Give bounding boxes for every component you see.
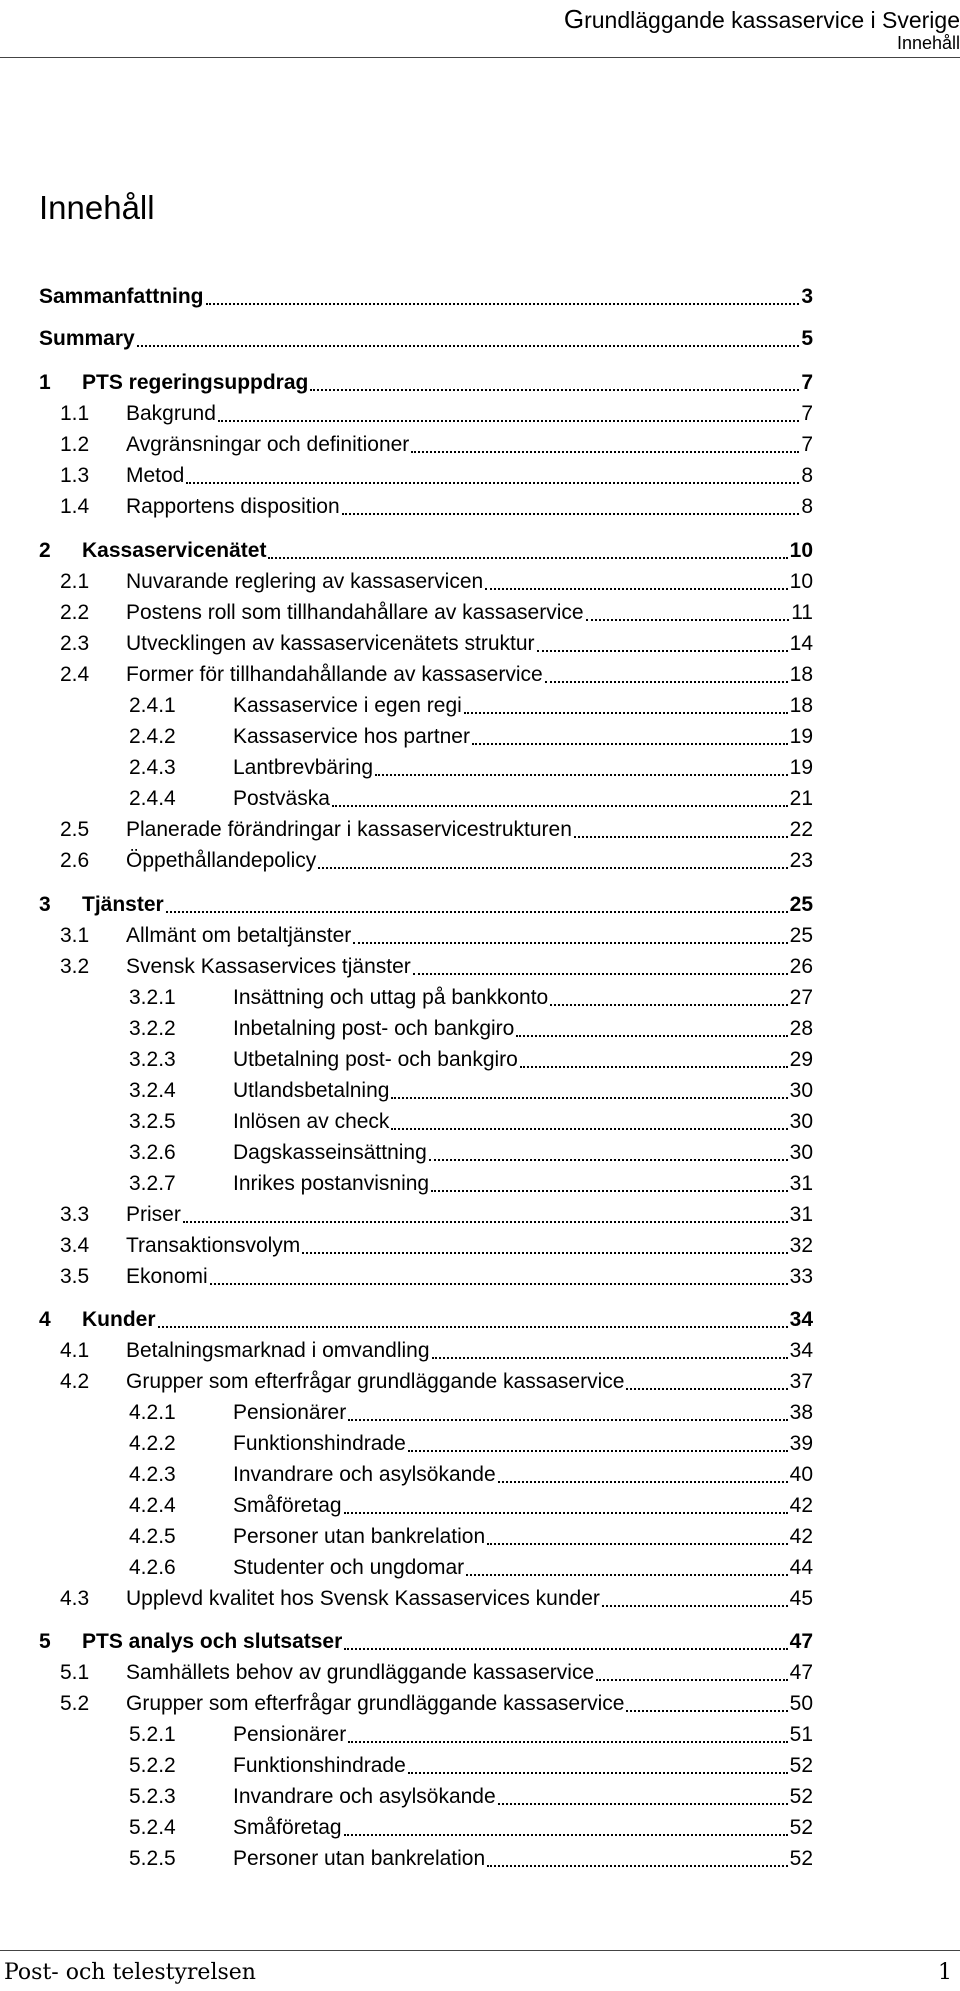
toc-entry[interactable] <box>129 984 813 1012</box>
dot-leader <box>218 420 799 422</box>
toc-entry-page: 47 <box>789 1661 813 1684</box>
section-name: Innehåll <box>896 33 960 53</box>
toc-entry-title: Kunder <box>82 1308 156 1331</box>
toc-entry-page: 40 <box>789 1463 813 1486</box>
dot-leader <box>485 588 787 590</box>
toc-entry[interactable] <box>60 816 813 844</box>
toc-entry-number: 3 <box>39 893 51 916</box>
dot-leader <box>348 1419 787 1421</box>
toc-entry-number: 3.2.1 <box>129 986 176 1009</box>
toc-entry-title: Summary <box>39 327 135 350</box>
footer-page-number: 1 <box>938 1960 952 1985</box>
toc-entry-number: 2.4.4 <box>129 787 176 810</box>
toc-entry-page: 23 <box>789 849 813 872</box>
toc-entry[interactable] <box>129 692 813 720</box>
toc-entry-title: PTS regeringsuppdrag <box>82 371 309 394</box>
toc-entry-page: 19 <box>789 756 813 779</box>
toc-entry-number: 2.6 <box>60 849 90 872</box>
toc-entry-number: 5.2 <box>60 1692 90 1715</box>
toc-entry[interactable] <box>129 1752 813 1780</box>
toc-entry-title: PTS analys och slutsatser <box>82 1630 343 1653</box>
toc-entry[interactable] <box>129 1108 813 1136</box>
toc-entry-page: 10 <box>789 539 813 562</box>
dot-leader <box>344 1648 787 1650</box>
toc-entry-title: Grupper som efterfrågar grundläggande kassaservice <box>126 1692 625 1715</box>
toc-entry-title: Ekonomi <box>126 1265 208 1288</box>
dot-leader <box>466 1574 787 1576</box>
dot-leader <box>431 1190 788 1192</box>
toc-entry-title: Inrikes postanvisning <box>233 1172 430 1195</box>
toc-entry-page: 14 <box>789 632 813 655</box>
toc-entry[interactable] <box>129 1783 813 1811</box>
toc-entry-title: Småföretag <box>233 1816 342 1839</box>
toc-entry[interactable] <box>129 1461 813 1489</box>
toc-entry[interactable] <box>129 1399 813 1427</box>
dot-leader <box>342 513 800 515</box>
toc-entry-title: Funktionshindrade <box>233 1432 406 1455</box>
dot-leader <box>183 1221 788 1223</box>
toc-entry[interactable] <box>39 537 813 565</box>
toc-entry-title: Postens roll som tillhandahållare av kassaservice <box>126 601 584 624</box>
toc-entry-title: Grupper som efterfrågar grundläggande kassaservice <box>126 1370 625 1393</box>
toc-entry-number: 3.2 <box>60 955 90 978</box>
toc-entry[interactable] <box>60 1263 813 1291</box>
toc-entry[interactable] <box>129 1814 813 1842</box>
toc-entry-title: Svensk Kassaservices tjänster <box>126 955 411 978</box>
toc-entry-title: Pensionärer <box>233 1401 347 1424</box>
toc-entry-page: 27 <box>789 986 813 1009</box>
toc-entry-title: Kassaservice hos partner <box>233 725 470 748</box>
toc-entry[interactable] <box>39 1306 813 1334</box>
toc-entry-title: Kassaservicenätet <box>82 539 267 562</box>
toc-entry-page: 18 <box>789 694 813 717</box>
toc-entry[interactable] <box>129 723 813 751</box>
toc-entry-page: 30 <box>789 1141 813 1164</box>
dot-leader <box>302 1252 787 1254</box>
toc-entry-page: 11 <box>791 601 813 624</box>
toc-entry-page: 30 <box>789 1079 813 1102</box>
toc-entry-page: 50 <box>789 1692 813 1715</box>
dot-leader <box>487 1865 787 1867</box>
toc-entry-title: Priser <box>126 1203 181 1226</box>
toc-entry-title: Transaktionsvolym <box>126 1234 301 1257</box>
toc-entry-page: 25 <box>789 924 813 947</box>
toc-entry-title: Invandrare och asylsökande <box>233 1785 496 1808</box>
toc-entry-title: Metod <box>126 464 185 487</box>
toc-entry-number: 4.2.5 <box>129 1525 176 1548</box>
toc-entry[interactable] <box>129 1721 813 1749</box>
dot-leader <box>586 619 790 621</box>
toc-entry-title: Upplevd kvalitet hos Svensk Kassaservices kunder <box>126 1587 600 1610</box>
dot-leader <box>574 836 788 838</box>
toc-entry-number: 5.1 <box>60 1661 90 1684</box>
toc-heading: Innehåll <box>39 189 155 226</box>
toc-entry-page: 37 <box>789 1370 813 1393</box>
toc-entry[interactable] <box>60 1232 813 1260</box>
toc-entry-number: 4.2.1 <box>129 1401 176 1424</box>
toc-entry-page: 25 <box>789 893 813 916</box>
toc-entry-number: 2.4.1 <box>129 694 176 717</box>
dot-leader <box>602 1605 788 1607</box>
toc-entry-number: 2.5 <box>60 818 90 841</box>
dot-leader <box>408 1450 788 1452</box>
toc-entry-number: 3.1 <box>60 924 90 947</box>
toc-entry-number: 2.3 <box>60 632 90 655</box>
dot-leader <box>464 712 788 714</box>
toc-entry-page: 52 <box>789 1847 813 1870</box>
toc-entry-page: 34 <box>789 1339 813 1362</box>
toc-entry-page: 34 <box>789 1308 813 1331</box>
dot-leader <box>498 1481 788 1483</box>
toc-entry-page: 7 <box>801 402 813 425</box>
toc-entry-number: 1 <box>39 371 51 394</box>
document-title-rest: rundläggande kassaservice i Sverige <box>584 7 960 33</box>
dot-leader <box>391 1097 787 1099</box>
toc-entry-title: Dagskasseinsättning <box>233 1141 427 1164</box>
toc-entry-page: 22 <box>789 818 813 841</box>
dot-leader <box>344 1512 788 1514</box>
toc-entry-number: 5.2.3 <box>129 1785 176 1808</box>
toc-entry[interactable] <box>60 1585 813 1613</box>
dot-leader <box>268 557 787 559</box>
dot-leader <box>210 1283 788 1285</box>
toc-entry[interactable] <box>60 1337 813 1365</box>
dot-leader <box>516 1035 787 1037</box>
toc-entry-page: 44 <box>789 1556 813 1579</box>
toc-entry-page: 21 <box>789 787 813 810</box>
toc-entry-page: 52 <box>789 1785 813 1808</box>
toc-entry-title: Insättning och uttag på bankkonto <box>233 986 549 1009</box>
toc-entry-number: 1.4 <box>60 495 90 518</box>
toc-entry-page: 5 <box>801 327 813 350</box>
toc-entry-title: Utlandsbetalning <box>233 1079 390 1102</box>
toc-entry[interactable] <box>60 1368 813 1396</box>
dot-leader <box>520 1066 788 1068</box>
toc-entry[interactable] <box>129 1139 813 1167</box>
dot-leader <box>186 482 799 484</box>
toc-entry[interactable] <box>60 462 813 490</box>
dot-leader <box>432 1357 788 1359</box>
toc-entry-title: Utvecklingen av kassaservicenätets struktur <box>126 632 535 655</box>
toc-entry-title: Personer utan bankrelation <box>233 1847 486 1870</box>
toc-entry[interactable] <box>39 283 813 311</box>
toc-entry-number: 5.2.1 <box>129 1723 176 1746</box>
toc-entry[interactable] <box>39 1628 813 1656</box>
toc-entry-page: 32 <box>789 1234 813 1257</box>
toc-entry[interactable] <box>60 661 813 689</box>
dot-leader <box>391 1128 787 1130</box>
toc-entry-number: 5.2.2 <box>129 1754 176 1777</box>
dot-leader <box>413 973 788 975</box>
dot-leader <box>429 1159 788 1161</box>
toc-entry-title: Tjänster <box>82 893 164 916</box>
toc-entry-page: 38 <box>789 1401 813 1424</box>
toc-entry-page: 52 <box>789 1754 813 1777</box>
toc-entry-page: 7 <box>801 371 813 394</box>
dot-leader <box>310 389 799 391</box>
toc-entry-number: 2.2 <box>60 601 90 624</box>
toc-entry-title: Rapportens disposition <box>126 495 340 518</box>
toc-entry-page: 51 <box>789 1723 813 1746</box>
toc-entry-number: 4 <box>39 1308 51 1331</box>
toc-entry[interactable] <box>60 922 813 950</box>
toc-entry-number: 1.3 <box>60 464 90 487</box>
toc-entry[interactable] <box>60 431 813 459</box>
toc-entry-page: 26 <box>789 955 813 978</box>
toc-entry-number: 3.2.4 <box>129 1079 176 1102</box>
toc-entry[interactable] <box>129 1845 813 1873</box>
toc-entry-title: Allmänt om betaltjänster <box>126 924 352 947</box>
toc-entry[interactable] <box>39 891 813 919</box>
dot-leader <box>318 867 787 869</box>
dot-leader <box>344 1834 788 1836</box>
toc-entry-page: 19 <box>789 725 813 748</box>
toc-entry-page: 31 <box>789 1203 813 1226</box>
toc-entry[interactable] <box>129 1077 813 1105</box>
toc-entry-title: Invandrare och asylsökande <box>233 1463 496 1486</box>
toc-entry-page: 28 <box>789 1017 813 1040</box>
toc-entry-title: Sammanfattning <box>39 285 204 308</box>
toc-entry-title: Former för tillhandahållande av kassaservice <box>126 663 543 686</box>
toc-entry-number: 1.1 <box>60 402 90 425</box>
toc-entry-title: Bakgrund <box>126 402 216 425</box>
toc-entry-number: 2 <box>39 539 51 562</box>
toc-entry[interactable] <box>129 1554 813 1582</box>
toc-entry[interactable] <box>60 953 813 981</box>
toc-entry[interactable] <box>60 847 813 875</box>
footer-divider <box>0 1950 960 1951</box>
toc-entry-title: Öppethållandepolicy <box>126 849 317 872</box>
dot-leader <box>545 681 788 683</box>
toc-entry-title: Postväska <box>233 787 330 810</box>
toc-entry[interactable] <box>60 630 813 658</box>
toc-entry-number: 3.2.2 <box>129 1017 176 1040</box>
dot-leader <box>537 650 788 652</box>
toc-entry-number: 4.2.3 <box>129 1463 176 1486</box>
dot-leader <box>472 743 788 745</box>
dot-leader <box>353 942 787 944</box>
toc-entry-page: 42 <box>789 1525 813 1548</box>
toc-entry-number: 3.2.7 <box>129 1172 176 1195</box>
toc-entry-title: Studenter och ungdomar <box>233 1556 465 1579</box>
toc-entry-page: 3 <box>801 285 813 308</box>
toc-entry[interactable] <box>129 785 813 813</box>
toc-entry-number: 4.2.2 <box>129 1432 176 1455</box>
dot-leader <box>206 303 800 305</box>
dot-leader <box>550 1004 787 1006</box>
toc-entry-page: 42 <box>789 1494 813 1517</box>
toc-entry[interactable] <box>60 1659 813 1687</box>
dot-leader <box>332 805 788 807</box>
dot-leader <box>596 1679 788 1681</box>
toc-entry[interactable] <box>129 1492 813 1520</box>
toc-entry-number: 3.2.6 <box>129 1141 176 1164</box>
toc-entry[interactable] <box>129 1170 813 1198</box>
dot-leader <box>626 1388 787 1390</box>
toc-entry-page: 29 <box>789 1048 813 1071</box>
toc-entry-page: 45 <box>789 1587 813 1610</box>
toc-entry-number: 4.2.4 <box>129 1494 176 1517</box>
toc-entry-number: 3.5 <box>60 1265 90 1288</box>
dot-leader <box>375 774 788 776</box>
page-footer <box>0 1950 960 1991</box>
toc-entry-number: 4.2.6 <box>129 1556 176 1579</box>
dot-leader <box>348 1741 787 1743</box>
toc-entry-page: 47 <box>789 1630 813 1653</box>
toc-entry-number: 2.4.2 <box>129 725 176 748</box>
dot-leader <box>487 1543 787 1545</box>
toc-entry[interactable] <box>60 599 813 627</box>
toc-entry-number: 3.4 <box>60 1234 90 1257</box>
toc-entry[interactable] <box>129 1015 813 1043</box>
toc-entry-page: 30 <box>789 1110 813 1133</box>
toc-entry-title: Småföretag <box>233 1494 342 1517</box>
dot-leader <box>408 1772 788 1774</box>
dot-leader <box>166 911 788 913</box>
toc-entry[interactable] <box>39 369 813 397</box>
toc-entry-title: Kassaservice i egen regi <box>233 694 462 717</box>
toc-entry-title: Lantbrevbäring <box>233 756 374 779</box>
toc-entry-number: 1.2 <box>60 433 90 456</box>
toc-entry-title: Samhällets behov av grundläggande kassaservice <box>126 1661 595 1684</box>
toc-entry-title: Personer utan bankrelation <box>233 1525 486 1548</box>
toc-entry-page: 8 <box>801 464 813 487</box>
toc-entry-number: 2.1 <box>60 570 90 593</box>
toc-entry-title: Inbetalning post- och bankgiro <box>233 1017 515 1040</box>
toc-entry[interactable] <box>129 1523 813 1551</box>
toc-entry-page: 31 <box>789 1172 813 1195</box>
toc-entry-title: Avgränsningar och definitioner <box>126 433 410 456</box>
toc-entry[interactable] <box>129 754 813 782</box>
toc-entry-page: 52 <box>789 1816 813 1839</box>
toc-entry[interactable] <box>60 568 813 596</box>
toc-entry-title: Utbetalning post- och bankgiro <box>233 1048 518 1071</box>
toc-entry-page: 33 <box>789 1265 813 1288</box>
toc-entry-page: 8 <box>801 495 813 518</box>
dot-leader <box>411 451 799 453</box>
toc-entry[interactable] <box>60 1690 813 1718</box>
toc-entry-title: Planerade förändringar i kassaservicestrukturen <box>126 818 572 841</box>
toc-entry-number: 5.2.5 <box>129 1847 176 1870</box>
document-title-initial: G <box>563 4 585 34</box>
toc-entry[interactable] <box>129 1430 813 1458</box>
toc-entry[interactable] <box>60 1201 813 1229</box>
dot-leader <box>498 1803 788 1805</box>
toc-entry-number: 4.2 <box>60 1370 90 1393</box>
toc-entry-number: 2.4.3 <box>129 756 176 779</box>
toc-entry[interactable] <box>60 400 813 428</box>
toc-entry[interactable] <box>60 493 813 521</box>
footer-organization: Post- och telestyrelsen <box>4 1960 256 1985</box>
toc-entry[interactable] <box>39 325 813 353</box>
dot-leader <box>158 1326 788 1328</box>
toc-entry-number: 3.2.3 <box>129 1048 176 1071</box>
toc-entry-title: Betalningsmarknad i omvandling <box>126 1339 430 1362</box>
toc-entry[interactable] <box>129 1046 813 1074</box>
toc-entry-number: 5.2.4 <box>129 1816 176 1839</box>
toc-entry-page: 39 <box>789 1432 813 1455</box>
dot-leader <box>137 345 800 347</box>
toc-entry-number: 3.3 <box>60 1203 90 1226</box>
toc-entry-page: 10 <box>789 570 813 593</box>
toc-entry-title: Nuvarande reglering av kassaservicen <box>126 570 484 593</box>
toc-entry-title: Pensionärer <box>233 1723 347 1746</box>
toc-entry-number: 4.1 <box>60 1339 90 1362</box>
toc-entry-number: 5 <box>39 1630 51 1653</box>
toc-entry-page: 18 <box>789 663 813 686</box>
toc-entry-number: 2.4 <box>60 663 90 686</box>
dot-leader <box>626 1710 787 1712</box>
toc-entry-title: Inlösen av check <box>233 1110 390 1133</box>
toc-entry-number: 3.2.5 <box>129 1110 176 1133</box>
toc-entry-number: 4.3 <box>60 1587 90 1610</box>
toc-entry-title: Funktionshindrade <box>233 1754 406 1777</box>
toc-entry-page: 7 <box>801 433 813 456</box>
